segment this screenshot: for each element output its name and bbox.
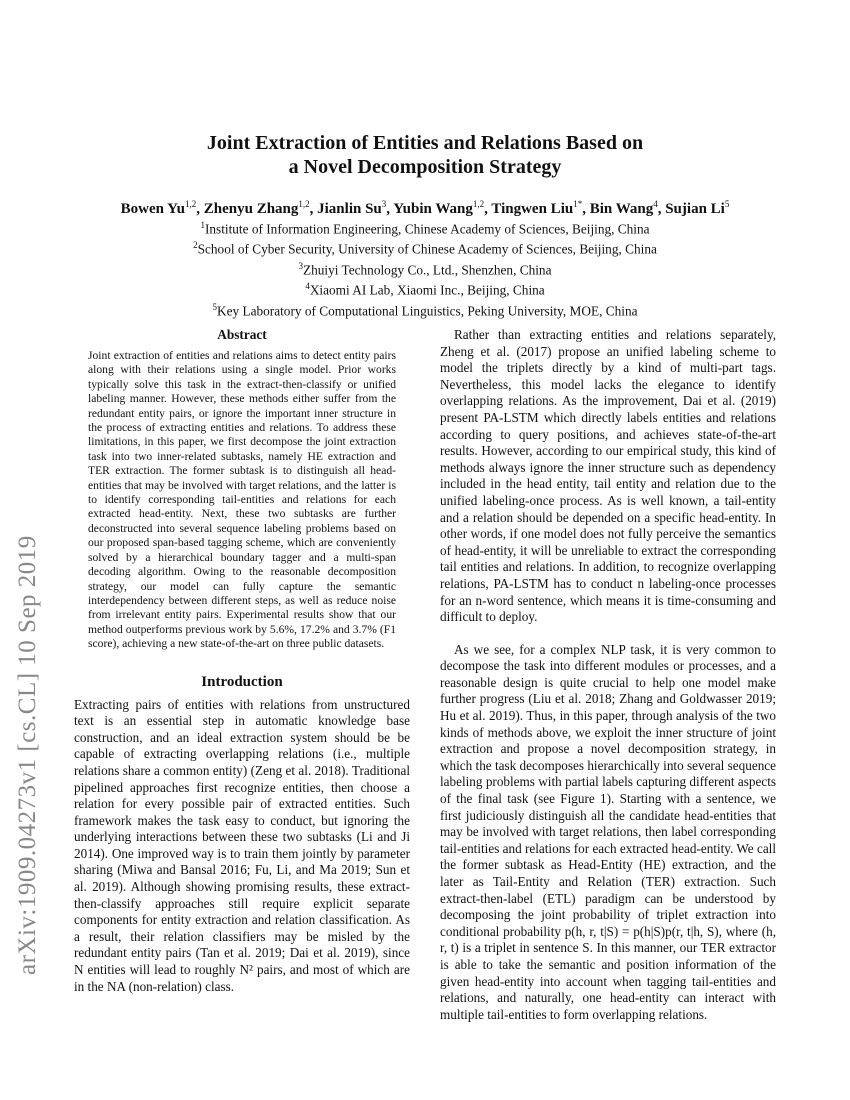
author: Sujian Li$^5$ (665, 199, 730, 217)
title-line-1: Joint Extraction of Entities and Relations Based on (206, 132, 644, 154)
abstract-heading: Abstract (217, 327, 267, 342)
affiliations (0, 217, 850, 319)
left-column (74, 327, 410, 995)
author: Jianlin Su$^3$ (317, 199, 387, 217)
title-line-2: a Novel Decomposition Strategy (288, 156, 562, 178)
author: Zhenyu Zhang$^{1,2}$ (203, 199, 310, 217)
abstract-text: Joint extraction of entities and relations aims to detect entity pairs along with their relations using a single model. Prior works typically solve this task in the extract-then-classify or unified labeling manner. However, these methods either suffer from the redundant entity pairs, or ignore the important inner structure in the process of extracting entities and relations. To address these limitations, in this paper, we first decompose the joint extraction task into two inner-related subtasks, namely HE extraction and TER extraction. The former subtask is to distinguish all head-entities that may be involved with target relations, and the latter is to identify corresponding tail-entities and relations for each extracted head-entity. Next, these two subtasks are further deconstructed into several sequence labeling problems based on our proposed span-based tagging scheme, which are conveniently solved by a hierarchical boundary tagger and a multi-span decoding algorithm. Owing to the reasonable decomposition strategy, our model can fully capture the semantic interdependency between different steps, as well as reduce noise from irrelevant entity pairs. Experimental results show that our method outperforms previous work by 5.6%, 17.2% and 3.7% (F1 score), achieving a new state-of-the-art on three public datasets. (88, 349, 396, 651)
affiliation: $^4$Xiaomi AI Lab, Xiaomi Inc., Beijing, China (305, 281, 545, 298)
affiliation: $^1$Institute of Information Engineering, Chinese Academy of Sciences, Beijing, China (200, 220, 650, 237)
paper-title (0, 131, 850, 179)
author: Tingwen Liu$^{1*}$ (491, 199, 583, 217)
affiliation: $^2$School of Cyber Security, University of Chinese Academy of Sciences, Beijing, China (193, 240, 657, 257)
right-column (440, 327, 776, 1023)
author-list: Bowen Yu$^{1,2}$, Zhenyu Zhang$^{1,2}$, Jianlin Su$^3$, Yubin Wang$^{1,2}$, Tingwen Liu$^{1*}$, Bin Wang$^4$, Sujian Li$^5$ (120, 199, 730, 217)
author: Yubin Wang$^{1,2}$ (393, 199, 485, 217)
author: Bin Wang$^4$ (589, 199, 658, 217)
arxiv-identifier: arXiv:1909.04273v1 [cs.CL] 10 Sep 2019 (14, 535, 41, 975)
affiliation: $^5$Key Laboratory of Computational Linguistics, Peking University, MOE, China (212, 301, 638, 319)
body-paragraph: Rather than extracting entities and relations separately, Zheng et al. (2017) propose an unified labeling scheme to model the triplets directly by a kind of multi-part tags. Nevertheless, this model lacks the elegance to identify overlapping relations. As the improvement, Dai et al. (2019) present PA-LSTM which directly labels entities and relations according to query positions, and achieves state-of-the-art results. However, according to our empirical study, this kind of methods always ignore the inner structure such as dependency included in the head entity, tail entity and relation due to the unified labeling-once process. As is well known, a tail-entity and a relation should be depended on a specific head-entity. In other words, if one model does not fully perceive the semantics of head-entity, it will be unreliable to extract the corresponding tail entities and relations. In addition, to recognize overlapping relations, PA-LSTM has to conduct n labeling-once processes for an n-word sentence, which means it is time-consuming and difficult to deploy. (440, 327, 776, 625)
author: Bowen Yu$^{1,2}$ (120, 199, 197, 217)
affiliation: $^3$Zhuiyi Technology Co., Ltd., Shenzhen, China (298, 260, 552, 278)
introduction-paragraph: Extracting pairs of entities with relations from unstructured text is an essential step in automatic knowledge base construction, and an ideal extraction system should be be capable of extracting overlapping relations (i.e., multiple relations share a common entity) (Zeng et al. 2018). Traditional pipelined approaches first recognize entities, then choose a relation for every possible pair of extracted entities. Such framework makes the task easy to conduct, but ignoring the underlying interactions between these two subtasks (Li and Ji 2014). One improved way is to train them jointly by parameter sharing (Miwa and Bansal 2016; Fu, Li, and Ma 2019; Sun et al. 2019). Although showing promising results, these extract-then-classify approaches still require explicit separate components for entity extraction and relation classification. As a result, their relation classifiers may be misled by the redundant entity pairs (Tan et al. 2019; Dai et al. 2019), since N entities will lead to roughly N² pairs, and most of which are in the NA (non-relation) class. (74, 696, 410, 994)
introduction-heading: Introduction (201, 673, 283, 690)
body-paragraph: As we see, for a complex NLP task, it is very common to decompose the task into different modules or processes, and a reasonable design is quite crucial to help one model make further progress (Liu et al. 2018; Zhang and Goldwasser 2019; Hu et al. 2019). Thus, in this paper, through analysis of the two kinds of methods above, we exploit the inner structure of joint extraction and propose a novel decomposition strategy, in which the task decomposes hierarchically into several sequence labeling problems with partial labels capturing different aspects of the final task (see Figure 1). Starting with a sentence, we first judiciously distinguish all the candidate head-entities that may be involved with target relations, then label corresponding tail-entities and relations for each extracted head-entity. We call the former subtask as Head-Entity (HE) extraction, and the later as Tail-Entity and Relation (TER) extraction. Such extract-then-label (ETL) paradigm can be understood by decomposing the joint probability of triplet extraction into conditional probability p(h, r, t|S) = p(h|S)p(r, t|h, S), where (h, r, t) is a triplet in sentence S. In this manner, our TER extractor is able to take the semantic and position information of the given head-entity into account when tagging tail-entities and relations, and naturally, one head-entity can interact with multiple tail-entities to form overlapping relations. (440, 641, 776, 1022)
